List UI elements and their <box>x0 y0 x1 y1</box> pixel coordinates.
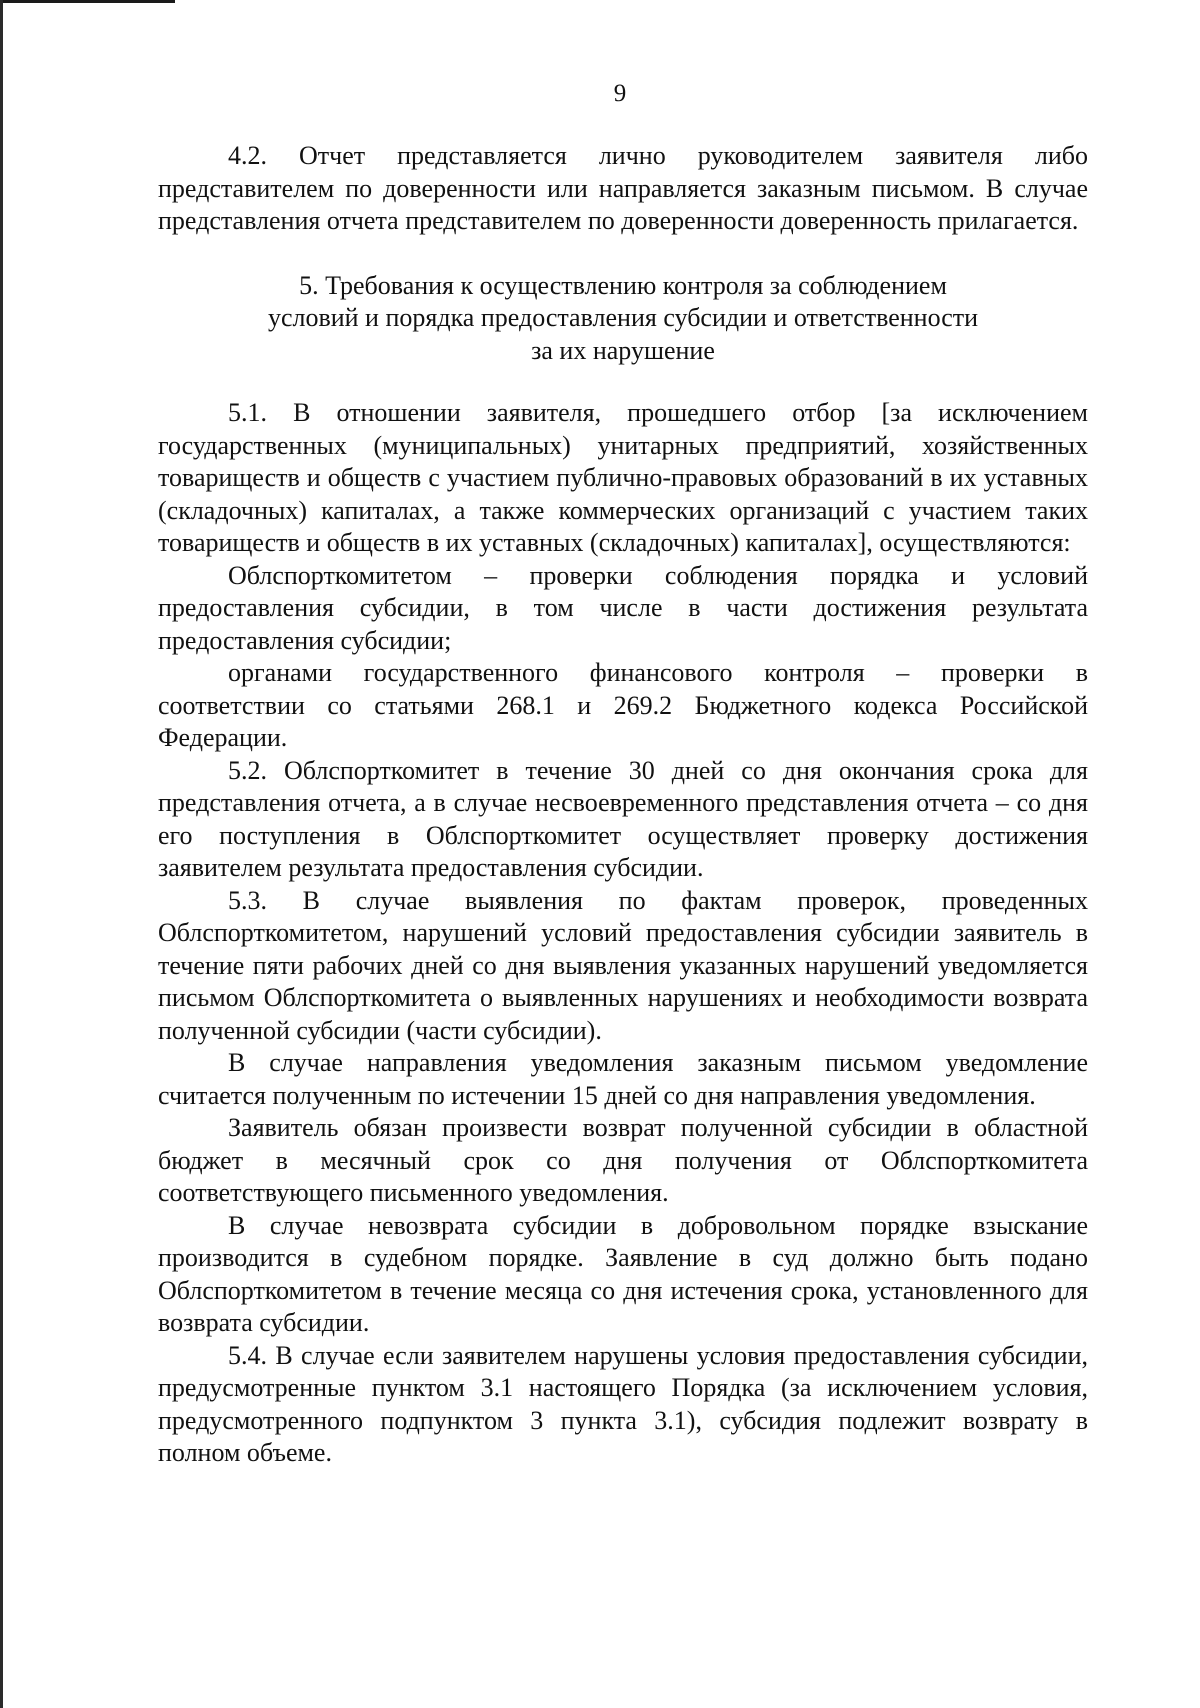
scan-border-top <box>0 0 175 3</box>
section-5-heading <box>158 270 1088 368</box>
paragraph-refund-obligation: Заявитель обязан произвести возврат полученной субсидии в областной бюджет в месячный срок со дня получения от Облспорткомитета соответствующего письменного уведомления. <box>158 1113 1088 1207</box>
paragraph-financial-control: органами государственного финансового контроля – проверки в соответствии со статьями 268.1 и 269.2 Бюджетного кодекса Российской Федерации. <box>158 658 1088 752</box>
paragraph-oblsportkomitet-checks: Облспорткомитетом – проверки соблюдения порядка и условий предоставления субсидии, в том числе в части достижения результата предоставления субсидии; <box>158 560 1088 655</box>
paragraph-notice-registered-mail: В случае направления уведомления заказным письмом уведомление считается полученным по истечении 15 дней со дня направления уведомления. <box>158 1048 1088 1110</box>
heading-line: условий и порядка предоставления субсидии и ответственности <box>267 303 979 332</box>
document-body <box>158 140 1088 1470</box>
paragraph-5-1: 5.1. В отношении заявителя, прошедшего отбор [за исключением государственных (муниципальных) унитарных предприятий, хозяйственных товариществ и обществ с участием публично-правовых образований в их уставных (складочных) капиталах, а также коммерческих организаций с участием таких товариществ и обществ в их уставных (складочных) капиталах], осуществляются: <box>158 398 1088 557</box>
page-number: 9 <box>613 80 627 107</box>
paragraph-5-2: 5.2. Облспорткомитет в течение 30 дней со дня окончания срока для представления отчета, а в случае несвоевременного представления отчета – со дня его поступления в Облспорткомитет осуществляет проверку достижения заявителем результата предоставления субсидии. <box>158 755 1088 882</box>
paragraph-5-4: 5.4. В случае если заявителем нарушены условия предоставления субсидии, предусмотренные пунктом 3.1 настоящего Порядка (за исключением условия, предусмотренного подпунктом 3 пункта 3.1), субсидия подлежит возврату в полном объеме. <box>158 1340 1088 1467</box>
heading-line: за их нарушение <box>531 335 715 365</box>
heading-line: 5. Требования к осуществлению контроля за соблюдением <box>299 270 947 300</box>
paragraph-4-2: 4.2. Отчет представляется лично руководителем заявителя либо представителем по доверенности или направляется заказным письмом. В случае представления отчета представителем по доверенности доверенность прилагается. <box>158 141 1088 235</box>
paragraph-court-recovery: В случае невозврата субсидии в добровольном порядке взыскание производится в судебном порядке. Заявление в суд должно быть подано Облспорткомитетом в течение месяца со дня истечения срока, установленного для возврата субсидии. <box>158 1210 1088 1337</box>
paragraph-5-3: 5.3. В случае выявления по фактам проверок, проведенных Облспорткомитетом, нарушений условий предоставления субсидии заявитель в течение пяти рабочих дней со дня выявления указанных нарушений уведомляется письмом Облспорткомитета о выявленных нарушениях и необходимости возврата полученной субсидии (части субсидии). <box>158 885 1088 1045</box>
scan-border-left <box>0 0 3 1708</box>
